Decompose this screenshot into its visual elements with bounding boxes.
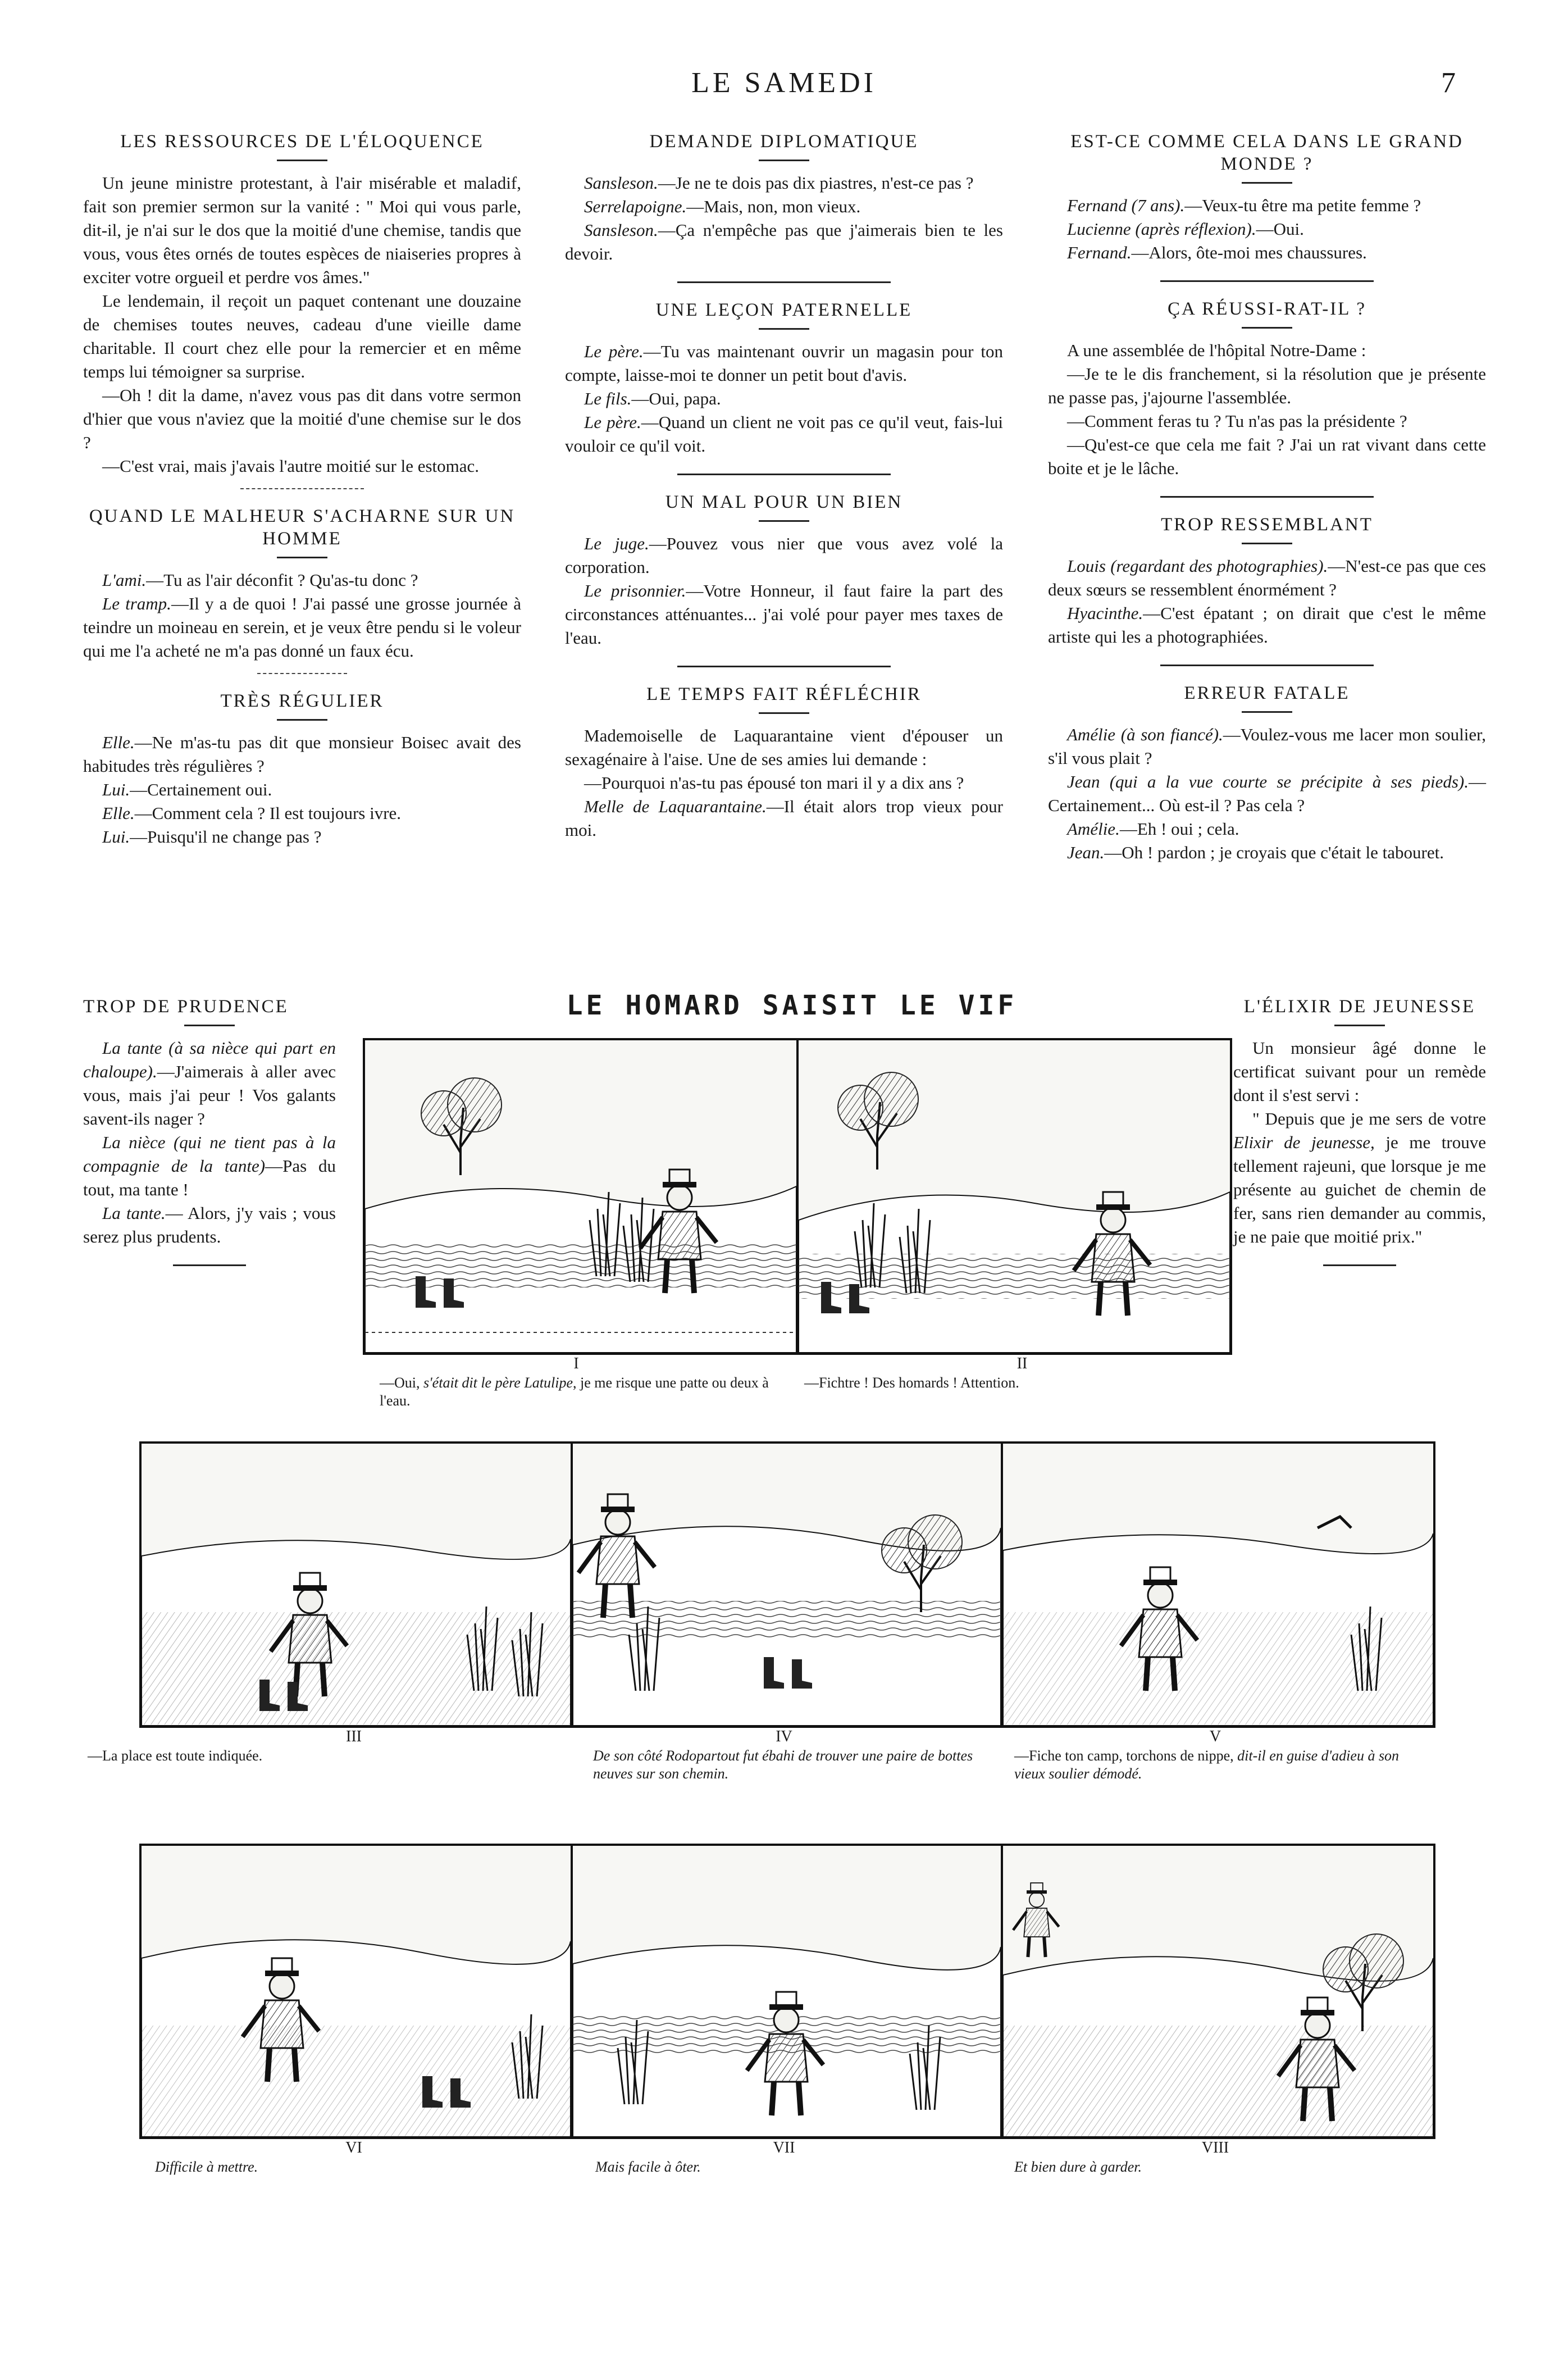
dialogue-line xyxy=(565,219,1003,266)
speaker: Sansleson. xyxy=(584,220,658,240)
panel-caption: Et bien dure à garder. xyxy=(1014,2159,1142,2175)
speaker: Fernand (7 ans). xyxy=(1067,195,1185,215)
dialogue-line xyxy=(83,1036,336,1131)
comic-title: LE HOMARD SAISIT LE VIF xyxy=(566,990,1018,1021)
speaker: Le tramp. xyxy=(102,594,171,613)
article-separator xyxy=(173,1264,246,1266)
article-title: ÇA RÉUSSI-RAT-IL ? xyxy=(1167,299,1367,319)
panel-caption xyxy=(1014,1747,1419,1783)
dialogue-line xyxy=(1048,841,1486,864)
dialogue-line xyxy=(565,532,1003,579)
dialogue-line xyxy=(83,1202,336,1249)
article-title: QUAND LE MALHEUR S'ACHARNE SUR UN HOMME xyxy=(89,506,516,549)
dialogue-line xyxy=(1048,723,1486,770)
panel-number: III xyxy=(346,1728,362,1745)
panel-caption: Mais facile à ôter. xyxy=(595,2159,701,2175)
speaker: Louis (regardant des photographies). xyxy=(1067,556,1328,576)
page-number: 7 xyxy=(1441,67,1456,99)
column-2 xyxy=(565,130,1003,842)
speaker: Serrelapoigne. xyxy=(584,197,687,216)
left-sidebar xyxy=(83,995,336,1276)
speaker: La tante. xyxy=(102,1203,166,1223)
speaker: Amélie (à son fiancé). xyxy=(1067,725,1223,744)
line-text: —Quand un client ne voit pas ce qu'il veut, fais-lui vouloir ce qu'il voit. xyxy=(565,412,1003,456)
speaker: Jean (qui a la vue courte se précipite à ses pieds). xyxy=(1067,772,1469,791)
comic-panel-8 xyxy=(1001,1844,1435,2139)
article-title: EST-CE COMME CELA DANS LE GRAND MONDE ? xyxy=(1070,131,1464,174)
title-rule xyxy=(277,160,327,161)
line-text: —N'est-ce pas que ces deux sœurs se ressemblent énormément ? xyxy=(1048,556,1486,599)
article-separator xyxy=(1160,280,1374,282)
panel-illustration xyxy=(799,1040,1230,1353)
title-rule xyxy=(759,712,809,714)
dialogue-line xyxy=(565,171,1003,195)
title-rule xyxy=(277,719,327,721)
dialogue-line xyxy=(565,340,1003,387)
speaker: Fernand. xyxy=(1067,243,1132,262)
dialogue-line xyxy=(1048,554,1486,602)
speaker: Le prisonnier. xyxy=(584,581,686,600)
product-name: Elixir de jeunesse, xyxy=(1233,1132,1375,1152)
title-rule xyxy=(759,160,809,161)
caption-part: —Oui, xyxy=(380,1375,423,1391)
dialogue-line xyxy=(83,731,521,778)
line-text: —Ça n'empêche pas que j'aimerais bien te les devoir. xyxy=(565,220,1003,263)
speaker: Le juge. xyxy=(584,534,649,553)
title-rule xyxy=(1242,711,1292,713)
paragraph: —Pourquoi n'as-tu pas épousé ton mari il y a dix ans ? xyxy=(584,773,964,793)
article-title: DEMANDE DIPLOMATIQUE xyxy=(649,131,919,152)
panel-caption: —Fichtre ! Des homards ! Attention. xyxy=(804,1375,1019,1391)
comic-panel-7 xyxy=(571,1844,1003,2139)
panel-number: II xyxy=(1017,1355,1028,1372)
line-text: —Pouvez vous nier que vous avez volé la corporation. xyxy=(565,534,1003,577)
title-rule xyxy=(277,557,327,558)
dialogue-line xyxy=(565,411,1003,458)
line-text: —Voulez-vous me lacer mon soulier, s'il vous plait ? xyxy=(1048,725,1486,768)
line-text: —Pas du tout, ma tante ! xyxy=(83,1156,336,1199)
article-separator xyxy=(677,281,891,283)
paragraph: —Oh ! dit la dame, n'avez vous pas dit dans votre sermon d'hier que vous n'aviez que la moitié d'une chemise sur le dos ? xyxy=(83,385,521,452)
line-text: —Comment cela ? Il est toujours ivre. xyxy=(134,803,402,823)
line-text: —Votre Honneur, il faut faire la part des circonstances atténuantes... j'ai volé pour payer mes taxes de l'eau. xyxy=(565,581,1004,648)
article-separator xyxy=(1160,496,1374,498)
panel-number: V xyxy=(1209,1728,1221,1745)
dialogue-line xyxy=(1048,241,1486,265)
line-text: —C'est épatant ; on dirait que c'est le même artiste qui les a photographiées. xyxy=(1048,603,1486,647)
dialogue-line xyxy=(565,195,1003,219)
line-text: —Puisqu'il ne change pas ? xyxy=(130,827,322,847)
right-sidebar xyxy=(1233,995,1486,1276)
panel-illustration xyxy=(1003,1846,1433,2137)
dialogue-line xyxy=(83,592,521,663)
panel-caption: De son côté Rodopartout fut ébahi de trouver une paire de bottes neuves sur son chemin. xyxy=(593,1748,973,1782)
line-text: —Alors, ôte-moi mes chaussures. xyxy=(1131,243,1367,262)
article-separator xyxy=(1323,1264,1396,1266)
paragraph: —C'est vrai, mais j'avais l'autre moitié sur le estomac. xyxy=(102,456,480,476)
caption-part: , je me risque une patte ou deux à l'eau. xyxy=(380,1375,769,1409)
title-rule xyxy=(184,1025,235,1026)
line-text: —Oh ! pardon ; je croyais que c'était le tabouret. xyxy=(1104,843,1444,862)
paragraph: Mademoiselle de Laquarantaine vient d'épouser un sexagénaire à l'aise. Une de ses amies lui demande : xyxy=(565,726,1003,769)
title-rule xyxy=(1334,1025,1385,1026)
panel-illustration xyxy=(1003,1444,1433,1726)
line-text: —Je ne te dois pas dix piastres, n'est-ce pas ? xyxy=(658,173,974,193)
dialogue-line xyxy=(1048,770,1486,817)
paragraph: Un monsieur âgé donne le certificat suivant pour un remède dont il s'est servi : xyxy=(1233,1038,1486,1105)
article-separator xyxy=(257,673,347,674)
speaker: La tante (à sa nièce qui part en chaloupe). xyxy=(83,1038,336,1081)
line-text: —Tu as l'air déconfit ? Qu'as-tu donc ? xyxy=(146,570,418,590)
line-text: —Oui. xyxy=(1256,219,1304,239)
article-title: TROP RESSEMBLANT xyxy=(1161,515,1373,535)
panel-illustration xyxy=(365,1040,796,1353)
caption-italic: dit-il en guise d'adieu à son vieux soulier démodé. xyxy=(1014,1748,1400,1782)
column-3 xyxy=(1048,130,1486,864)
line-text: —Il y a de quoi ! J'ai passé une grosse journée à teindre un moineau en serein, et je veux être pendu si le voleur qui me l'a acheté ne m'a pas donné un faux écu. xyxy=(83,594,521,661)
article-title: ERREUR FATALE xyxy=(1184,683,1350,703)
title-rule xyxy=(1242,543,1292,544)
comic-panel-4 xyxy=(571,1441,1003,1728)
panel-number: IV xyxy=(776,1728,792,1745)
speaker: Elle. xyxy=(102,803,135,823)
dialogue-line xyxy=(83,778,521,802)
dialogue-line xyxy=(83,568,521,592)
panel-illustration xyxy=(142,1444,571,1726)
text-part: " Depuis que je me sers de votre xyxy=(1252,1109,1486,1129)
speaker: Lucienne (après réflexion). xyxy=(1067,219,1256,239)
line-text: —Certainement... Où est-il ? Pas cela ? xyxy=(1048,772,1486,815)
dialogue-line xyxy=(565,387,1003,411)
line-text: —Eh ! oui ; cela. xyxy=(1119,819,1239,839)
article-title: LE TEMPS FAIT RÉFLÉCHIR xyxy=(646,684,922,704)
line-text: —Veux-tu être ma petite femme ? xyxy=(1184,195,1421,215)
title-rule xyxy=(1242,182,1292,184)
paragraph: —Comment feras tu ? Tu n'as pas la présidente ? xyxy=(1067,411,1407,431)
paragraph: —Je te le dis franchement, si la résolution que je présente ne passe pas, j'ajourne l'assemblée. xyxy=(1048,364,1486,407)
article-separator xyxy=(240,488,364,489)
comic-panel-6 xyxy=(139,1844,573,2139)
panel-number: VII xyxy=(773,2139,795,2156)
paragraph: A une assemblée de l'hôpital Notre-Dame : xyxy=(1067,340,1366,360)
paragraph: Un jeune ministre protestant, à l'air misérable et maladif, fait son premier sermon sur la vanité : " Moi qui vous parle, dit-il, je n'ai sur le dos que la moitié d'une chemise, tandis que vous, vous êtes ornés de toutes espèces de niaiseries propres à exciter votre orgueil et perdre vos âmes." xyxy=(83,173,521,287)
panel-number: VIII xyxy=(1201,2139,1229,2156)
dialogue-line xyxy=(565,795,1003,842)
comic-panel-1 xyxy=(363,1038,799,1355)
dialogue-line xyxy=(83,1131,336,1202)
panel-number: I xyxy=(573,1355,579,1372)
speaker: Le père. xyxy=(584,412,641,432)
article-separator xyxy=(677,666,891,667)
speaker: Le fils. xyxy=(584,389,632,408)
dialogue-line xyxy=(1048,602,1486,649)
panel-caption xyxy=(380,1374,784,1410)
comic-panel-3 xyxy=(139,1441,573,1728)
panel-caption: —La place est toute indiquée. xyxy=(88,1748,263,1764)
line-text: —J'aimerais à aller avec vous, mais j'ai peur ! Vos galants savent-ils nager ? xyxy=(83,1062,336,1129)
panel-illustration xyxy=(573,1444,1001,1726)
line-text: —Certainement oui. xyxy=(130,780,272,799)
line-text: —Ne m'as-tu pas dit que monsieur Boisec avait des habitudes très régulières ? xyxy=(83,732,521,776)
speaker: Le père. xyxy=(584,342,644,361)
column-1 xyxy=(83,130,521,849)
article-separator xyxy=(1160,665,1374,666)
line-text: —Mais, non, mon vieux. xyxy=(686,197,861,216)
speaker: La nièce (qui ne tient pas à la compagnie de la tante) xyxy=(83,1132,336,1176)
title-rule xyxy=(1242,327,1292,329)
dialogue-line xyxy=(1048,817,1486,841)
paragraph: Le lendemain, il reçoit un paquet contenant une douzaine de chemises toutes neuves, cadeau d'une vieille dame charitable. Il court chez elle pour la remercier et en même temps lui témoigner sa surprise. xyxy=(83,291,521,381)
speaker: Sansleson. xyxy=(584,173,658,193)
dialogue-line xyxy=(1048,217,1486,241)
speaker: Elle. xyxy=(102,732,135,752)
panel-number: VI xyxy=(345,2139,362,2156)
speaker: Jean. xyxy=(1067,843,1105,862)
article-title: UN MAL POUR UN BIEN xyxy=(665,492,903,512)
speaker: Lui. xyxy=(102,827,130,847)
dialogue-line xyxy=(83,802,521,825)
panel-illustration xyxy=(142,1846,571,2137)
title-rule xyxy=(759,520,809,522)
dialogue-line xyxy=(83,825,521,849)
speaker: Melle de Laquarantaine. xyxy=(584,797,767,816)
line-text: — Alors, j'y vais ; vous serez plus prudents. xyxy=(83,1203,336,1246)
comic-panel-5 xyxy=(1001,1441,1435,1728)
line-text: —Oui, papa. xyxy=(631,389,721,408)
speaker: L'ami. xyxy=(102,570,147,590)
article-separator xyxy=(677,474,891,475)
article-title: LES RESSOURCES DE L'ÉLOQUENCE xyxy=(120,131,484,152)
newspaper-title: LE SAMEDI xyxy=(691,67,877,99)
dialogue-line xyxy=(1048,194,1486,217)
article-title: TRÈS RÉGULIER xyxy=(220,691,384,711)
line-text: —Il était alors trop vieux pour moi. xyxy=(565,797,1004,840)
article-title: TROP DE PRUDENCE xyxy=(83,997,289,1017)
article-title: UNE LEÇON PATERNELLE xyxy=(655,300,913,320)
speaker: Lui. xyxy=(102,780,130,799)
dialogue-line xyxy=(565,579,1003,650)
caption-part: —Fiche ton camp, torchons de nippe, xyxy=(1014,1748,1238,1764)
speaker: Hyacinthe. xyxy=(1067,603,1143,623)
line-text: —Tu vas maintenant ouvrir un magasin pour ton compte, laisse-moi te donner un petit bout d'avis. xyxy=(565,342,1003,385)
speaker: Amélie. xyxy=(1067,819,1120,839)
panel-caption: Difficile à mettre. xyxy=(155,2159,258,2175)
text-part: je me trouve tellement rajeuni, que lorsque je me présente au guichet de chemin de fer, sans rien demander au commis, je ne paie que moitié prix." xyxy=(1233,1132,1486,1246)
panel-illustration xyxy=(573,1846,1001,2137)
caption-italic: s'était dit le père Latulipe xyxy=(423,1375,573,1391)
paragraph: —Qu'est-ce que cela me fait ? J'ai un rat vivant dans cette boite et je le lâche. xyxy=(1048,435,1486,478)
paragraph xyxy=(1233,1107,1486,1249)
article-title: L'ÉLIXIR DE JEUNESSE xyxy=(1243,997,1476,1017)
title-rule xyxy=(759,328,809,330)
comic-panel-2 xyxy=(796,1038,1232,1355)
